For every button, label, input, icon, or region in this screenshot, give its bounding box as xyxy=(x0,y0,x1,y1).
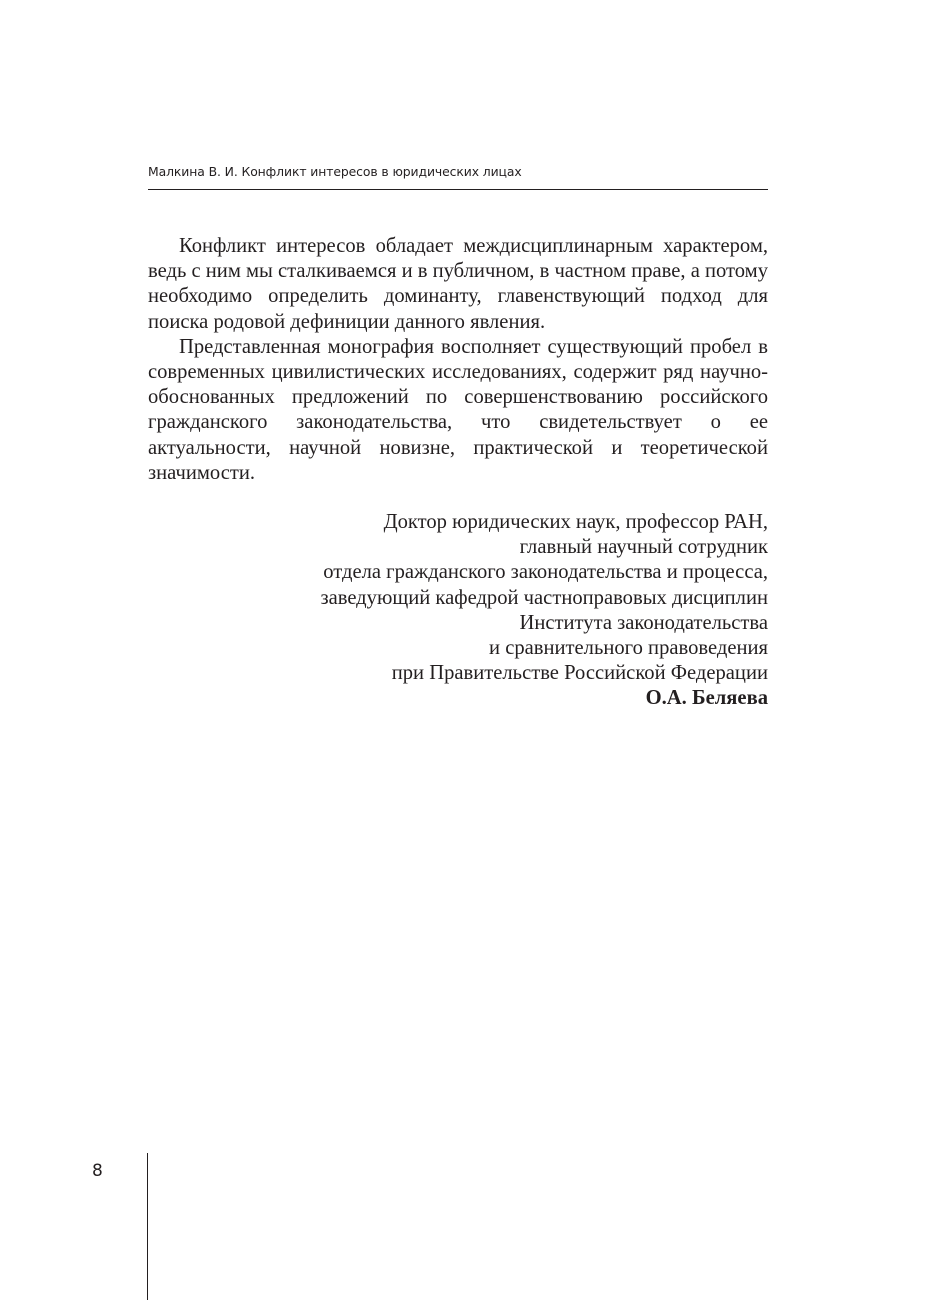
signature-line: и сравнительного правоведения xyxy=(489,637,768,660)
signature-block xyxy=(148,510,768,712)
author-name: О.А. Беляева xyxy=(645,687,768,710)
page-number: 8 xyxy=(92,1161,103,1181)
signature-line: заведующий кафедрой частноправовых дисциплин xyxy=(320,586,768,609)
signature-line: главный научный сотрудник xyxy=(519,536,768,559)
signature-line: отдела гражданского законодательства и процесса, xyxy=(323,561,768,584)
signature-line: Доктор юридических наук, профессор РАН, xyxy=(383,511,768,533)
body-text xyxy=(148,234,768,486)
running-head: Малкина В. И. Конфликт интересов в юридических лицах xyxy=(148,164,522,179)
paragraph-2: Представленная монография восполняет существующий пробел в современных цивилистических исследованиях, содержит ряд научно-обоснованных предложений по совершенствованию российского гражданского законодательства, что свидетельствует о ее актуальности, научной новизне, практической и теоретической значимости. xyxy=(148,335,768,484)
header-rule xyxy=(148,189,768,190)
signature-line: Института законодательства xyxy=(519,611,768,634)
paragraph-1: Конфликт интересов обладает междисциплинарным характером, ведь с ним мы сталкиваемся и в публичном, в частном праве, а потому необходимо определить доминанту, главенствующий подход для поиска родовой дефиниции данного явления. xyxy=(148,235,768,333)
margin-rule xyxy=(147,1153,148,1300)
signature-line: при Правительстве Российской Федерации xyxy=(391,662,768,685)
